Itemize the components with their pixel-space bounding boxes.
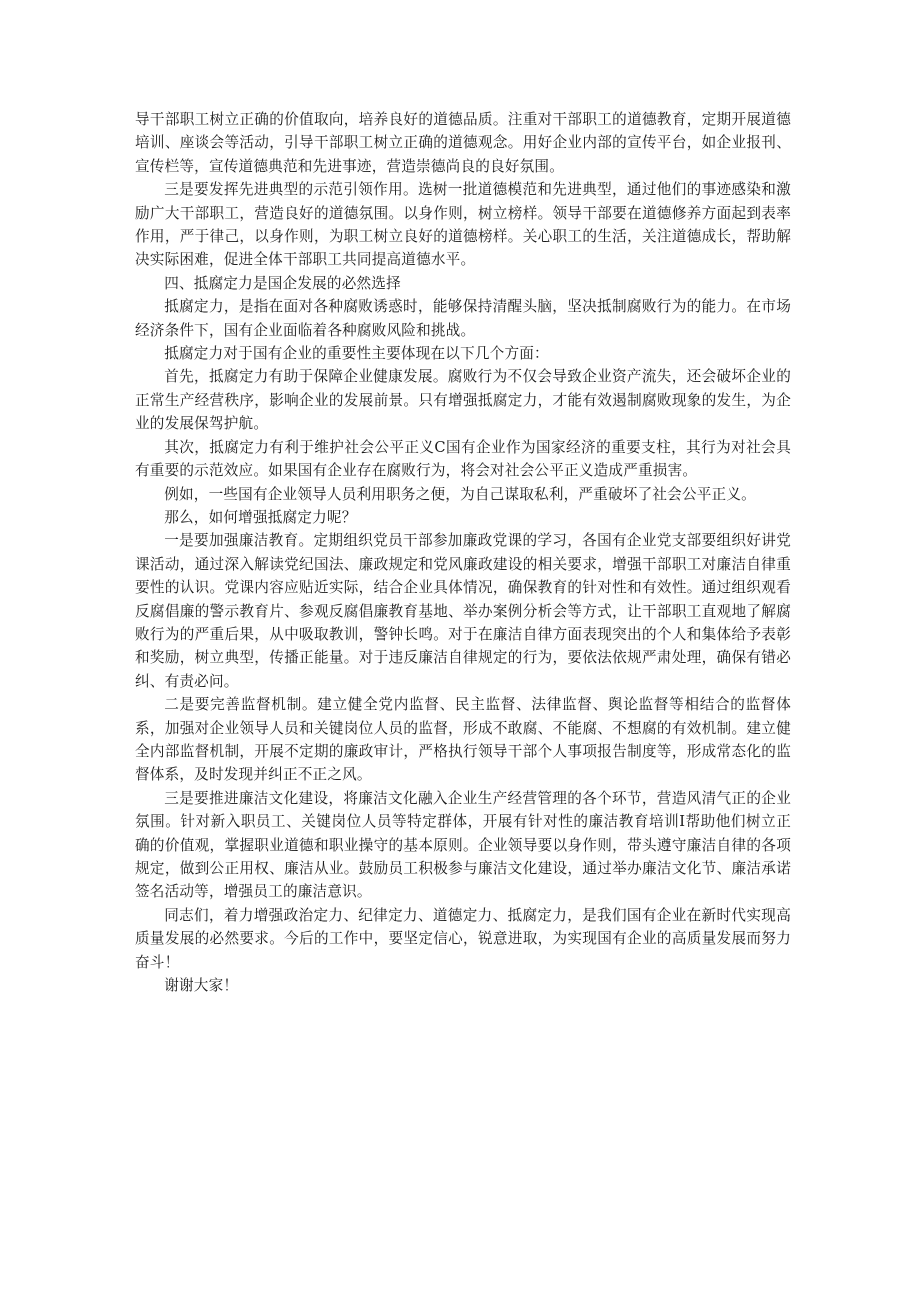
paragraph-continued: 导干部职工树立正确的价值取向，培养良好的道德品质。注重对干部职工的道德教育，定期开展道德培训、座谈会等活动，引导干部职工树立正确的道德观念。用好企业内部的宣传平台，如企业报刊、宣传栏等，宣传道德典范和先进事迹，营造崇德尚良的良好氛围。 [135,111,791,175]
paragraph-measure-education: 一是要加强廉洁教育。定期组织党员干部参加廉政党课的学习，各国有企业党支部要组织好讲党课活动，通过深入解读党纪国法、廉政规定和党风廉政建设的相关要求，增强干部职工对廉洁自律重要性的认识。党课内容应贴近实际，结合企业具体情况，确保教育的针对性和有效性。通过组织观看反腐倡廉的警示教育片、参观反腐倡廉教育基地、举办案例分析会等方式，让干部职工直观地了解腐败行为的严重后果，从中吸取教训，警钟长鸣。对于在廉洁自律方面表现突出的个人和集体给予表彰和奖励，树立典型，传播正能量。对于违反廉洁自律规定的行为，要依法依规严肃处理，确保有错必纠、有责必问。 [135,532,791,690]
paragraph-second-point: 其次，抵腐定力有利于维护社会公平正义C国有企业作为国家经济的重要支柱，其行为对社会具有重要的示范效应。如果国有企业存在腐败行为，将会对社会公平正义造成严重损害。 [135,438,791,480]
paragraph-conclusion: 同志们，着力增强政治定力、纪律定力、道德定力、抵腐定力，是我们国有企业在新时代实现高质量发展的必然要求。今后的工作中，要坚定信心，锐意进取，为实现国有企业的高质量发展而努力奋斗！ [135,906,791,971]
paragraph-measure-culture: 三是要推进廉洁文化建设，将廉洁文化融入企业生产经营管理的各个环节，营造风清气正的企业氛围。针对新入职员工、关键岗位人员等特定群体，开展有针对性的廉洁教育培训I帮助他们树立正确的价值观，掌握职业道德和职业操守的基本原则。企业领导要以身作则，带头遵守廉洁自律的各项规定，做到公正用权、廉洁从业。鼓励员工积极参与廉洁文化建设，通过举办廉洁文化节、廉洁承诺签名活动等，增强员工的廉洁意识。 [135,789,791,901]
paragraph-measure-supervision: 二是要完善监督机制。建立健全党内监督、民主监督、法律监督、舆论监督等相结合的监督体系，加强对企业领导人员和关键岗位人员的监督，形成不敢腐、不能腐、不想腐的有效机制。建立健全内部监督机制，开展不定期的廉政审计，严格执行领导干部个人事项报告制度等，形成常态化的监督体系，及时发现并纠正不正之风。 [135,696,791,784]
document-body [135,108,791,997]
paragraph-thanks: 谢谢大家！ [164,977,239,995]
paragraph-definition: 抵腐定力，是指在面对各种腐败诱惑时，能够保持清醒头脑，坚决抵制腐败行为的能力。在市场经济条件下，国有企业面临着各种腐败风险和挑战。 [135,298,791,339]
paragraph-first-point: 首先，抵腐定力有助于保障企业健康发展。腐败行为不仅会导致企业资产流失，还会破坏企业的正常生产经营秩序，影响企业的发展前景。只有增强抵腐定力，才能有效遏制腐败现象的发生，为企业的发展保驾护航。 [135,368,791,433]
paragraph-exemplar: 三是要发挥先进典型的示范引领作用。选树一批道德模范和先进典型，通过他们的事迹感染和激励广大干部职工，营造良好的道德氛围。以身作则，树立榜样。领导干部要在道德修养方面起到表率作用，严于律己，以身作则，为职工树立良好的道德榜样。关心职工的生活，关注道德成长，帮助解决实际困难，促进全体干部职工共同提高道德水平。 [135,181,791,269]
section-heading-4: 四、抵腐定力是国企发展的必然选择 [164,274,401,292]
paragraph-question: 那么，如何增强抵腐定力呢？ [164,508,357,526]
paragraph-example: 例如，一些国有企业领导人员利用职务之便，为自己谋取私利，严重破坏了社会公平正义。 [164,485,756,503]
paragraph-importance-intro: 抵腐定力对于国有企业的重要性主要体现在以下几个方面： [164,345,549,363]
